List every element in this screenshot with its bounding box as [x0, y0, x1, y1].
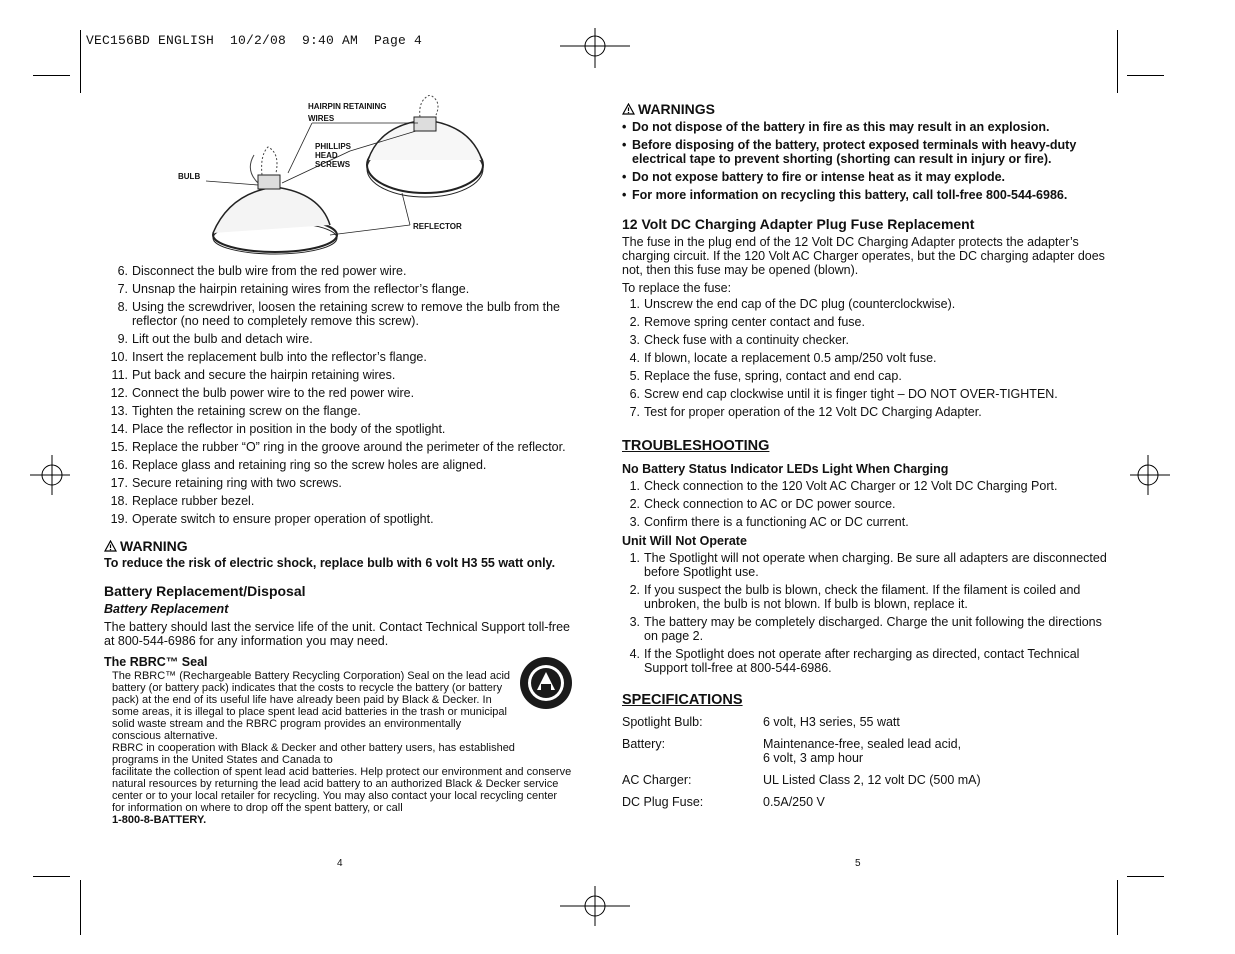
troubleshooting-subheading-leds: No Battery Status Indicator LEDs Light When Charging	[622, 462, 949, 476]
page-number-left: 4	[337, 858, 343, 869]
list-item: 6. Screw end cap clockwise until it is finger tight – DO NOT OVER-TIGHTEN.	[629, 387, 1058, 401]
list-item: 14. Place the reflector in position in the body of the spotlight.	[110, 422, 446, 436]
list-item: • Do not dispose of the battery in fire as this may result in an explosion.	[622, 120, 1050, 134]
fig-label-phillips: PHILLIPS	[315, 142, 352, 151]
troubleshooting-leds-list	[616, 477, 1112, 531]
fuse-intro: To replace the fuse:	[622, 281, 732, 295]
battery-subheading: Battery Replacement	[104, 602, 229, 616]
troubleshooting-operate-list	[616, 549, 1112, 677]
right-column	[622, 100, 1112, 811]
spec-row: AC Charger: UL Listed Class 2, 12 volt DC (500 mA)	[622, 773, 981, 787]
troubleshooting-subheading-operate: Unit Will Not Operate	[622, 534, 747, 548]
fig-label-screws: SCREWS	[315, 160, 351, 169]
list-item: 13. Tighten the retaining screw on the flange.	[110, 404, 361, 418]
list-item: 7. Test for proper operation of the 12 Volt DC Charging Adapter.	[629, 405, 982, 419]
warning-heading: WARNING	[104, 537, 576, 555]
registration-mark-right	[1130, 455, 1170, 495]
list-item: • Before disposing of the battery, protect exposed terminals with heavy-duty electrical tape to prevent shorting (shorting can result in injury or fire).	[622, 138, 1077, 166]
rbrc-text-1: The RBRC™ (Rechargeable Battery Recycling Corporation) Seal on the lead acid battery (or battery pack) indicates that the costs to recycle the battery (or battery pack) at the end of its useful life have already been paid by Black & Decker. In some areas, it is illegal to place spent lead acid batteries in the trash or municipal solid waste stream and the RBRC program provides an environmentally conscious alternative.	[112, 670, 511, 742]
printer-slug: VEC156BD ENGLISH 10/2/08 9:40 AM Page 4	[86, 33, 423, 48]
battery-text: The battery should last the service life of the unit. Contact Technical Support toll-free at 800-544-6986 for any information you may need.	[104, 620, 570, 648]
reflector-steps-list	[104, 262, 576, 528]
list-item: 1. The Spotlight will not operate when charging. Be sure all adapters are disconnected before Spotlight use.	[629, 551, 1107, 579]
list-item: 1. Check connection to the 120 Volt AC Charger or 12 Volt DC Charging Port.	[629, 479, 1058, 493]
list-item: 2. Check connection to AC or DC power source.	[629, 497, 896, 511]
list-item: 12. Connect the bulb power wire to the red power wire.	[110, 386, 415, 400]
list-item: 11. Put back and secure the hairpin retaining wires.	[111, 368, 396, 382]
rbrc-phone: 1-800-8-BATTERY.	[112, 814, 207, 826]
list-item: • For more information on recycling this battery, call toll-free 800-544-6986.	[622, 188, 1068, 202]
rbrc-heading: The RBRC™ Seal	[104, 655, 208, 669]
rbrc-text-2b: facilitate the collection of spent lead acid batteries. Help protect our environment and conserve natural resources by returning the lead acid battery to an authorized Black & Decker service center or to your local retailer for recycling. You may also contact your local recycling center for information on where to drop off the spent battery, or call	[112, 766, 572, 814]
list-item: 16. Replace glass and retaining ring so the screw holes are aligned.	[110, 458, 487, 472]
spec-row: Battery: Maintenance-free, sealed lead acid, 6 volt, 3 amp hour	[622, 737, 962, 765]
fig-label-bulb: BULB	[178, 172, 201, 181]
warnings-heading: WARNINGS	[622, 100, 1112, 118]
warning-text: To reduce the risk of electric shock, replace bulb with 6 volt H3 55 watt only.	[104, 556, 556, 570]
list-item: 1. Unscrew the end cap of the DC plug (counterclockwise).	[629, 297, 956, 311]
spec-row: DC Plug Fuse: 0.5A/250 V	[622, 795, 825, 809]
list-item: 6. Disconnect the bulb wire from the red power wire.	[117, 264, 407, 278]
warnings-list	[622, 118, 1112, 204]
list-item: 15. Replace the rubber “O” ring in the groove around the perimeter of the reflector.	[110, 440, 566, 454]
fig-label-reflector: REFLECTOR	[413, 222, 462, 231]
specifications-heading: SPECIFICATIONS	[622, 692, 743, 708]
rbrc-seal-icon	[519, 656, 573, 710]
rbrc-block	[104, 670, 576, 826]
spec-row: Spotlight Bulb: 6 volt, H3 series, 55 watt	[622, 715, 900, 729]
list-item: 2. Remove spring center contact and fuse.	[629, 315, 865, 329]
bulb-reflector-illustration	[170, 95, 500, 265]
list-item: 5. Replace the fuse, spring, contact and end cap.	[629, 369, 902, 383]
page-number-right: 5	[855, 858, 861, 869]
fig-label-hairpin: HAIRPIN RETAINING	[308, 102, 387, 111]
warning-triangle-icon	[104, 540, 117, 552]
list-item: 10. Insert the replacement bulb into the reflector’s flange.	[110, 350, 427, 364]
warning-triangle-icon	[622, 103, 635, 115]
list-item: • Do not expose battery to fire or intense heat as it may explode.	[622, 170, 1006, 184]
registration-mark-left	[30, 455, 70, 495]
rbrc-text-2a: RBRC in cooperation with Black & Decker and other battery users, has established programs in the United States and Canada to	[112, 742, 515, 766]
fuse-steps-list	[616, 295, 1112, 421]
fig-label-wires: WIRES	[308, 114, 335, 123]
registration-mark-top	[560, 28, 630, 68]
list-item: 3. Check fuse with a continuity checker.	[629, 333, 849, 347]
battery-heading: Battery Replacement/Disposal	[104, 583, 306, 599]
fig-label-head: HEAD	[315, 151, 338, 160]
left-column	[104, 262, 576, 826]
list-item: 2. If you suspect the bulb is blown, check the filament. If the filament is coiled and unbroken, the bulb is not blown. If bulb is blown, replace it.	[629, 583, 1081, 611]
list-item: 4. If the Spotlight does not operate after recharging as directed, contact Technical Support toll-free at 800-544-6986.	[629, 647, 1080, 675]
list-item: 18. Replace rubber bezel.	[110, 494, 255, 508]
list-item: 7. Unsnap the hairpin retaining wires from the reflector’s flange.	[117, 282, 470, 296]
registration-mark-bottom	[560, 886, 630, 926]
list-item: 4. If blown, locate a replacement 0.5 amp/250 volt fuse.	[629, 351, 937, 365]
fuse-heading: 12 Volt DC Charging Adapter Plug Fuse Replacement	[622, 216, 975, 232]
troubleshooting-heading: TROUBLESHOOTING	[622, 438, 770, 454]
list-item: 8. Using the screwdriver, loosen the retaining screw to remove the bulb from the reflector (no need to completely remove this screw).	[117, 300, 560, 328]
list-item: 19. Operate switch to ensure proper operation of spotlight.	[110, 512, 434, 526]
list-item: 3. Confirm there is a functioning AC or DC current.	[629, 515, 909, 529]
list-item: 17. Secure retaining ring with two screws.	[110, 476, 342, 490]
specifications-table	[622, 713, 1112, 811]
list-item: 3. The battery may be completely discharged. Charge the unit following the directions on page 2.	[629, 615, 1102, 643]
fuse-text: The fuse in the plug end of the 12 Volt DC Charging Adapter protects the adapter’s charging circuit. If the 120 Volt AC Charger operates, but the DC charging adapter does not, then this fuse may be opened (blown).	[622, 235, 1105, 277]
list-item: 9. Lift out the bulb and detach wire.	[117, 332, 313, 346]
